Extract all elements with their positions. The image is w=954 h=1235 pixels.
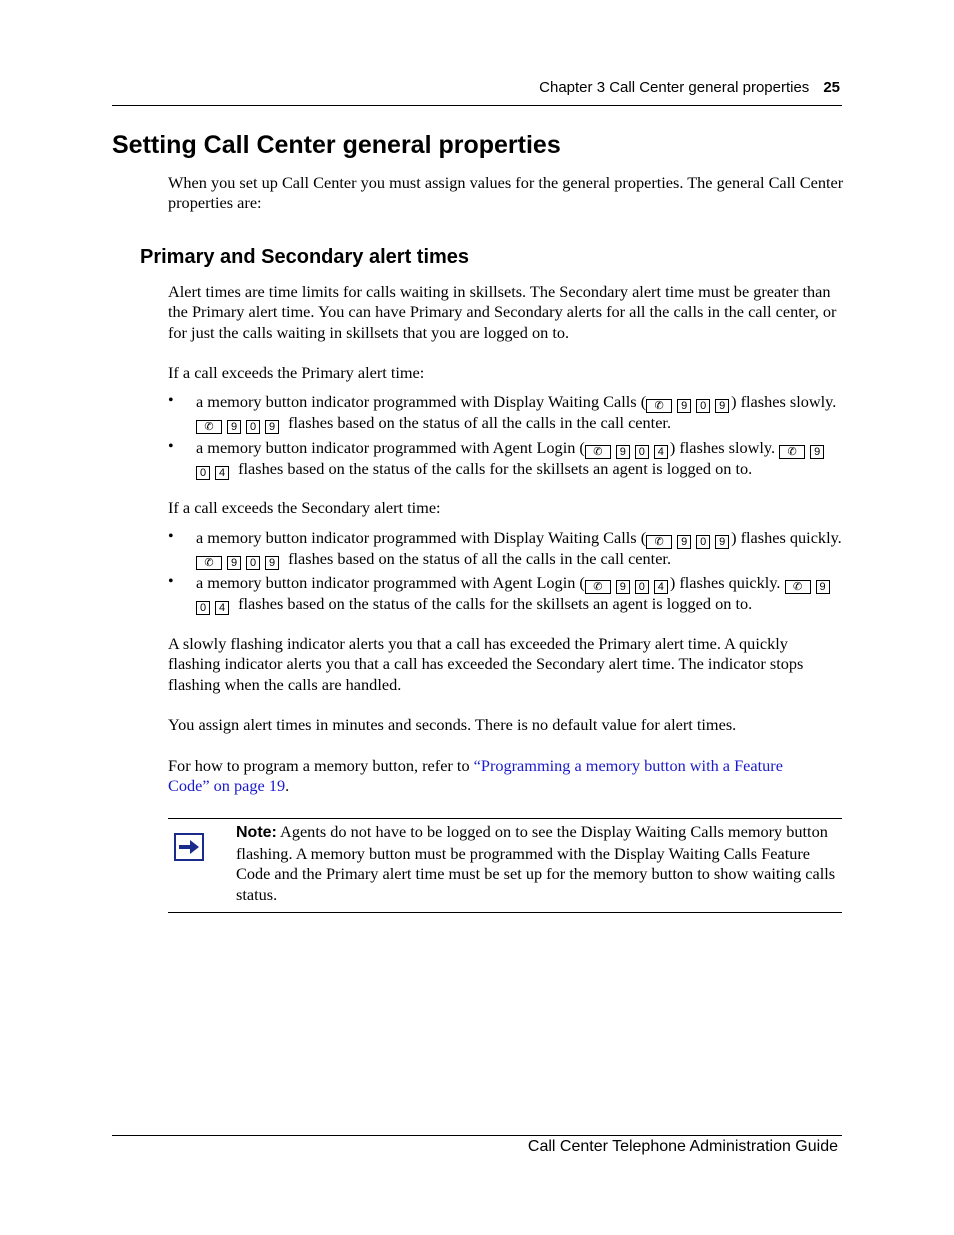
list-item: a memory button indicator programmed with Display Waiting Calls ( ✆ 9 0 9 ) flashes slowly. ✆ 9 0 9 flashes based on the status of all the calls in the call center. [196, 392, 837, 433]
note-text: Note: Agents do not have to be logged on to see the Display Waiting Calls memory button flashing. A memory button must be programmed with the Display Waiting Calls Feature Code and the Primary alert time must be set up for the memory button to show waiting calls status. [236, 822, 836, 904]
key-9: 9 [677, 535, 691, 549]
feature-key-icon: ✆ [585, 445, 611, 459]
page-header [539, 79, 840, 96]
section-intro-paragraph: Alert times are time limits for calls waiting in skillsets. The Secondary alert time must be greater than the Primary alert time. You can have Primary and Secondary alerts for all the calls in the call center, or for just the calls waiting in skillsets that you are logged on to. [168, 282, 837, 342]
flashing-paragraph: A slowly flashing indicator alerts you that a call has exceeded the Primary alert time. A quickly flashing indicator alerts you that a call has exceeded the Secondary alert time. The indicator stops flashing when the calls are handled. [168, 634, 804, 694]
refer-paragraph: For how to program a memory button, refer to “Programming a memory button with a Feature Code” on page 19. [168, 756, 783, 796]
bullet-marker: • [168, 573, 174, 590]
page-title: Setting Call Center general properties [112, 131, 561, 159]
key-0: 0 [696, 399, 710, 413]
section-title: Primary and Secondary alert times [140, 246, 470, 268]
note-top-rule [168, 818, 842, 819]
feature-key-icon: ✆ [196, 420, 222, 434]
key-9: 9 [265, 420, 279, 434]
feature-key-icon: ✆ [196, 556, 222, 570]
key-9: 9 [227, 556, 241, 570]
key-0: 0 [196, 466, 210, 480]
key-0: 0 [246, 420, 260, 434]
feature-key-icon: ✆ [646, 399, 672, 413]
key-9: 9 [616, 580, 630, 594]
intro-paragraph: When you set up Call Center you must assign values for the general properties. The general Call Center properties are: [168, 173, 844, 213]
bullet-marker: • [168, 438, 174, 455]
key-9: 9 [616, 445, 630, 459]
key-4: 4 [215, 466, 229, 480]
cross-reference-link[interactable]: “Programming a memory button with a Feature Code” on page 19 [168, 756, 783, 796]
key-0: 0 [635, 445, 649, 459]
bullet-marker: • [168, 528, 174, 545]
key-0: 0 [246, 556, 260, 570]
key-9: 9 [265, 556, 279, 570]
primary-lead: If a call exceeds the Primary alert time: [168, 363, 425, 382]
page-footer: Call Center Telephone Administration Guide [527, 1138, 838, 1155]
list-item: a memory button indicator programmed with Display Waiting Calls ( ✆ 9 0 9 ) flashes quickly. ✆ 9 0 9 flashes based on the status of all the calls in the call center. [196, 528, 842, 569]
key-9: 9 [227, 420, 241, 434]
feature-key-icon: ✆ [646, 535, 672, 549]
bullet-marker: • [168, 392, 174, 409]
key-0: 0 [635, 580, 649, 594]
key-4: 4 [654, 445, 668, 459]
key-0: 0 [196, 601, 210, 615]
secondary-lead: If a call exceeds the Secondary alert time: [168, 498, 441, 517]
assign-paragraph: You assign alert times in minutes and seconds. There is no default value for alert times. [168, 715, 737, 734]
note-label: Note: [236, 824, 277, 841]
key-9: 9 [715, 399, 729, 413]
header-rule [112, 105, 842, 106]
feature-key-icon: ✆ [585, 580, 611, 594]
page-number: 25 [823, 79, 840, 96]
footer-rule [112, 1135, 842, 1136]
key-4: 4 [215, 601, 229, 615]
key-4: 4 [654, 580, 668, 594]
key-9: 9 [715, 535, 729, 549]
feature-key-icon: ✆ [785, 580, 811, 594]
note-bottom-rule [168, 912, 842, 913]
key-9: 9 [816, 580, 830, 594]
key-0: 0 [696, 535, 710, 549]
key-9: 9 [810, 445, 824, 459]
arrow-right-icon [174, 833, 204, 861]
key-9: 9 [677, 399, 691, 413]
list-item: a memory button indicator programmed with Agent Login ( ✆ 9 0 4 ) flashes quickly. ✆ 90 4 flashes based on the status of the calls for the skillsets an agent is logged on to. [196, 573, 846, 615]
list-item: a memory button indicator programmed with Agent Login ( ✆ 9 0 4 ) flashes slowly. ✆ 90 4 flashes based on the status of the calls for the skillsets an agent is logged on to. [196, 438, 846, 480]
chapter-title: Chapter 3 Call Center general properties [539, 79, 810, 96]
feature-key-icon: ✆ [779, 445, 805, 459]
